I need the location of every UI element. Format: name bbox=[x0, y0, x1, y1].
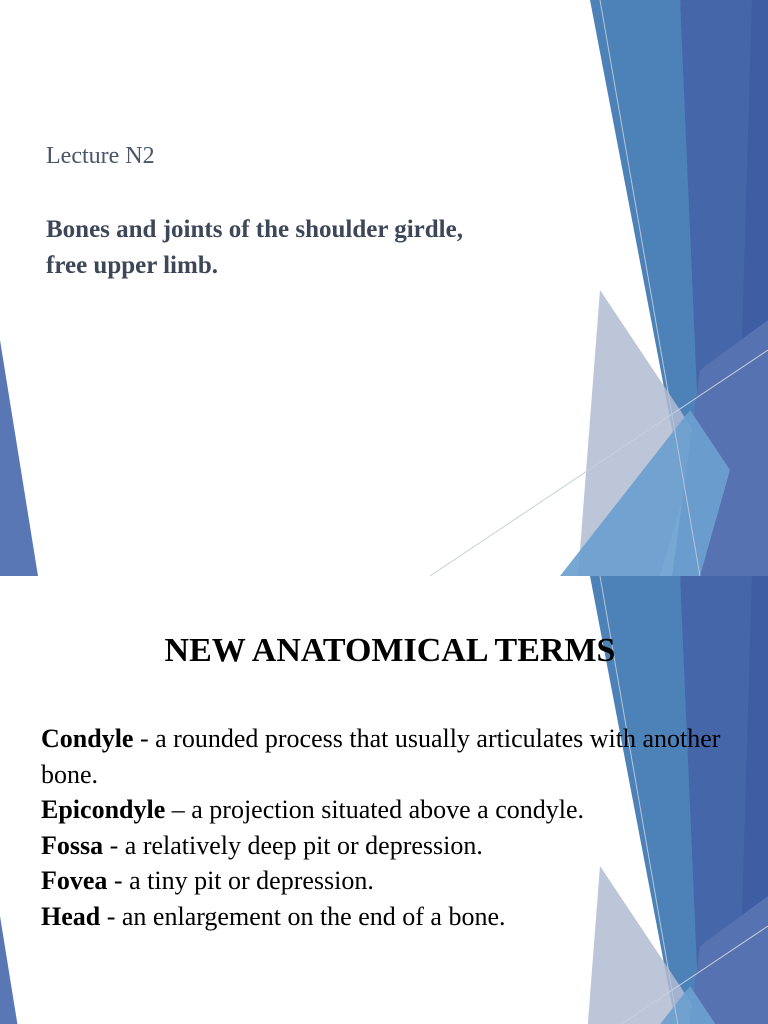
term-definition: – a projection situated above a condyle. bbox=[165, 795, 584, 824]
term-definition: - a tiny pit or depression. bbox=[107, 866, 374, 895]
term-definition: - a rounded process that usually articulates with another bone. bbox=[41, 724, 721, 789]
terms-slide bbox=[0, 576, 768, 1024]
terms-list bbox=[41, 721, 741, 934]
lecture-title bbox=[46, 212, 566, 284]
terms-heading: NEW ANATOMICAL TERMS bbox=[164, 632, 616, 669]
term-item bbox=[41, 828, 741, 864]
term-name: Fossa bbox=[41, 830, 104, 860]
left-facet bbox=[0, 340, 38, 576]
lecture-label: Lecture N2 bbox=[46, 143, 155, 169]
term-definition: - a relatively deep pit or depression. bbox=[103, 830, 483, 860]
term-item bbox=[41, 792, 741, 828]
term-name: Head bbox=[41, 901, 101, 931]
term-item bbox=[41, 899, 741, 935]
lecture-title-line: Bones and joints of the shoulder girdle, bbox=[46, 216, 463, 243]
term-name: Epicondyle bbox=[41, 795, 166, 824]
term-item bbox=[41, 863, 741, 899]
lecture-title-line: free upper limb. bbox=[46, 252, 218, 279]
term-item bbox=[41, 721, 741, 792]
term-name: Fovea bbox=[41, 866, 108, 895]
left-facet bbox=[0, 916, 38, 1024]
term-name: Condyle bbox=[41, 724, 134, 753]
term-definition: - an enlargement on the end of a bone. bbox=[100, 901, 506, 931]
